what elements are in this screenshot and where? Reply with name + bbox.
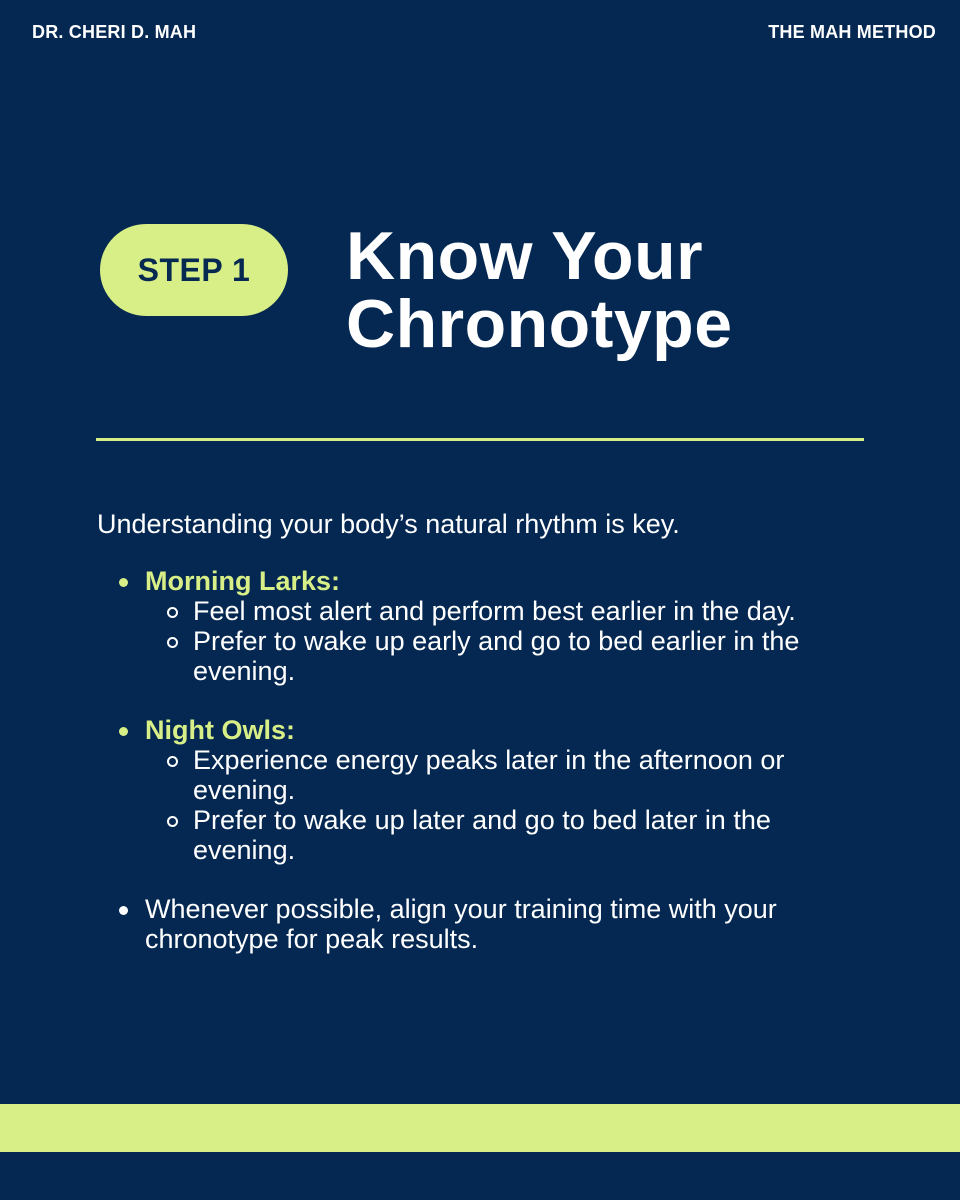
brand-name: THE MAH METHOD [768, 22, 936, 42]
footer-band [0, 1104, 960, 1152]
list-item-text: Whenever possible, align your training time with your chronotype for peak results. [145, 894, 777, 954]
bullet-icon [119, 906, 128, 915]
sub-list-item [145, 626, 877, 686]
hollow-bullet-icon [167, 607, 178, 618]
list-item-morning-larks [97, 566, 877, 686]
list-item-training-tip [97, 894, 877, 954]
hollow-bullet-icon [167, 816, 178, 827]
sub-list-item-text: Prefer to wake up early and go to bed earlier in the evening. [193, 626, 800, 686]
sub-list-item-text: Feel most alert and perform best earlier in the day. [193, 596, 796, 626]
sub-list-item-text: Prefer to wake up later and go to bed later in the evening. [193, 805, 771, 865]
author-name: DR. CHERI D. MAH [32, 22, 197, 42]
list-item-heading: Night Owls: [145, 715, 295, 745]
hollow-bullet-icon [167, 637, 178, 648]
list-item-night-owls [97, 715, 877, 865]
bullet-list [97, 566, 877, 954]
bullet-icon [119, 727, 128, 736]
bullet-icon [119, 578, 128, 587]
intro-text: Understanding your body’s natural rhythm is key. [97, 509, 680, 539]
sub-list-item [145, 805, 877, 865]
sub-list-item-text: Experience energy peaks later in the afternoon or evening. [193, 745, 785, 805]
list-item-heading: Morning Larks: [145, 566, 341, 596]
step-badge: STEP 1 [100, 224, 288, 316]
title-line-2: Chronotype [346, 286, 733, 362]
title-line-1: Know Your [346, 218, 704, 294]
hollow-bullet-icon [167, 756, 178, 767]
divider [96, 438, 864, 441]
sub-list-item [145, 745, 877, 805]
page-title [346, 218, 733, 362]
sub-list-item [145, 596, 877, 626]
